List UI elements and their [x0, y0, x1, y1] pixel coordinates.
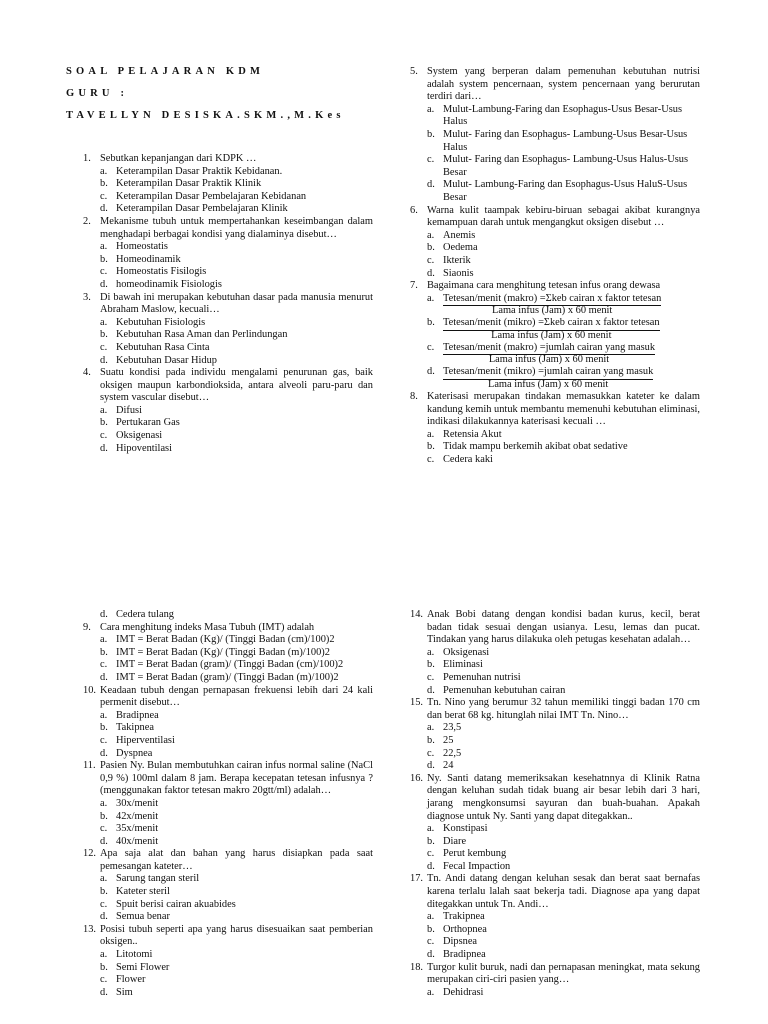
answer-option	[83, 417, 373, 430]
option-text: Homeostatis	[116, 241, 168, 253]
teacher-label: GURU :	[66, 88, 129, 99]
option-text: 24	[443, 760, 454, 772]
question-11	[83, 760, 373, 798]
option-text: Kebutuhan Fisiologis	[116, 316, 206, 328]
option-text: Semi Flower	[116, 961, 170, 973]
option-letter: b.	[100, 886, 108, 898]
option-letter: b.	[427, 441, 435, 453]
option-letter: b.	[100, 646, 108, 658]
option-letter: b.	[427, 923, 435, 935]
answer-option	[410, 129, 700, 154]
option-text: Oksigenasi	[443, 646, 490, 658]
answer-option	[410, 154, 700, 179]
formula-denominator: Lama infus (Jam) x 60 menit	[488, 354, 610, 366]
answer-option	[410, 230, 700, 243]
option-letter: c.	[100, 430, 108, 442]
question-number: 4.	[83, 367, 91, 379]
option-text: 35x/menit	[116, 823, 159, 835]
option-letter: b.	[427, 317, 435, 329]
option-letter: d.	[427, 366, 435, 378]
question-number: 15.	[410, 697, 423, 709]
answer-option	[410, 429, 700, 442]
answer-option	[83, 317, 373, 330]
option-text: Fecal Impaction	[443, 860, 511, 872]
answer-option	[410, 735, 700, 748]
answer-option	[410, 924, 700, 937]
option-letter: b.	[427, 659, 435, 671]
option-text: Eliminasi	[443, 659, 483, 671]
option-text: Keterampilan Dasar Pembelajaran Kebidanan	[116, 190, 307, 202]
question-text: Keadaan tubuh dengan pernapasan frekuensi lebih dari 24 kali permenit disebut…	[100, 684, 373, 709]
question-text: Mekanisme tubuh untuk mempertahankan keseimbangan dalam menghadapi berbagai kondisi yang dialaminya disebut…	[100, 215, 373, 240]
formula	[443, 293, 661, 318]
question-number: 8.	[410, 391, 418, 403]
question-14	[410, 609, 700, 647]
page-one-right-column	[410, 66, 700, 467]
answer-option-formula	[410, 317, 700, 342]
answer-option	[410, 748, 700, 761]
option-letter: c.	[427, 848, 435, 860]
answer-option	[410, 987, 700, 1000]
answer-option	[410, 104, 700, 129]
question-text: Apa saja alat dan bahan yang harus disiapkan pada saat pemesangan kateter…	[100, 848, 373, 872]
option-letter: c.	[427, 154, 435, 166]
question-text: Cara menghitung indeks Masa Tubuh (IMT) adalah	[100, 621, 315, 633]
question-1	[83, 153, 373, 166]
option-letter: a.	[100, 797, 108, 809]
option-letter: c.	[100, 734, 108, 746]
answer-option	[410, 179, 700, 204]
question-number: 2.	[83, 215, 91, 227]
option-text: Litotomi	[116, 949, 153, 961]
formula	[443, 342, 655, 367]
option-text: Dehidrasi	[443, 986, 484, 998]
option-text: Dyspnea	[116, 747, 153, 759]
option-text: Spuit berisi cairan akuabides	[116, 898, 236, 910]
option-text: Perut kembung	[443, 848, 507, 860]
answer-option	[83, 659, 373, 672]
option-letter: d.	[100, 747, 108, 759]
option-text: Pertukaran Gas	[116, 417, 180, 429]
formula-denominator: Lama infus (Jam) x 60 menit	[487, 379, 609, 391]
answer-option	[83, 798, 373, 811]
option-letter: a.	[427, 229, 435, 241]
option-letter: a.	[100, 709, 108, 721]
option-letter: b.	[100, 253, 108, 265]
answer-option	[83, 166, 373, 179]
option-text: Anemis	[443, 229, 476, 241]
option-text: Difusi	[116, 404, 142, 416]
option-text: 42x/menit	[116, 810, 159, 822]
answer-option	[410, 242, 700, 255]
option-letter: a.	[100, 873, 108, 885]
answer-option	[410, 848, 700, 861]
option-text: Konstipasi	[443, 823, 488, 835]
question-number: 17.	[410, 873, 423, 885]
option-text: Keterampilan Dasar Praktik Kebidanan.	[116, 165, 283, 177]
option-text: Mulut-Lambung-Faring dan Esophagus-Usus Besar-Usus Halus	[443, 103, 683, 128]
option-text: Tidak mampu berkemih akibat obat sedative	[443, 441, 628, 453]
option-text: Sarung tangan steril	[116, 873, 200, 885]
option-letter: d.	[427, 760, 435, 772]
answer-option	[410, 268, 700, 281]
answer-option	[410, 861, 700, 874]
question-number: 16.	[410, 772, 423, 784]
option-text: Sim	[116, 986, 133, 998]
answer-option	[410, 836, 700, 849]
answer-option	[83, 974, 373, 987]
option-letter: b.	[100, 961, 108, 973]
option-text: Cedera tulang	[116, 609, 174, 620]
question-text: Sebutkan kepanjangan dari KDPK …	[100, 153, 257, 164]
option-letter: d.	[100, 986, 108, 998]
question-text: Ny. Santi datang memeriksakan kesehatnnya di Klinik Ratna dengan keluhan sudah tidak buang air besar lebih dari 3 hari, jarang mengkonsumsi sayuran dan buah-buahan. Apakah diagnose untuk Ny. Santi yang dapat ditegakkan..	[427, 772, 700, 822]
answer-option	[83, 811, 373, 824]
option-letter: c.	[427, 454, 435, 466]
question-18	[410, 962, 700, 987]
question-5	[410, 66, 700, 104]
option-letter: a.	[100, 404, 108, 416]
question-13	[83, 924, 373, 949]
formula-numerator: Tetesan/menit (makro) =jumlah cairan yang masuk	[443, 342, 655, 356]
option-letter: a.	[100, 949, 108, 961]
option-letter: d.	[100, 609, 108, 620]
answer-option	[410, 760, 700, 773]
answer-option	[410, 454, 700, 467]
answer-option	[83, 735, 373, 748]
option-text: Homeostatis Fisilogis	[116, 266, 207, 278]
option-text: Keterampilan Dasar Praktik Klinik	[116, 178, 262, 190]
option-letter: a.	[427, 428, 435, 440]
option-letter: b.	[427, 128, 435, 140]
question-text: Turgor kulit buruk, nadi dan pernapasan meningkat, mata sekung merupakan ciri-ciri pasien yang…	[427, 961, 700, 986]
option-text: Semua benar	[116, 911, 170, 923]
option-text: Mulut- Lambung-Faring dan Esophagus-Usus HaluS-Usus Besar	[443, 179, 688, 203]
option-letter: d.	[100, 911, 108, 923]
option-letter: d.	[100, 354, 108, 366]
option-letter: b.	[427, 734, 435, 746]
option-letter: c.	[427, 254, 435, 266]
option-text: 23,5	[443, 722, 462, 734]
option-text: IMT = Berat Badan (gram)/ (Tinggi Badan (m)/100)2	[116, 671, 339, 683]
option-text: Homeodinamik	[116, 253, 181, 265]
option-text: 30x/menit	[116, 797, 159, 809]
answer-option	[410, 936, 700, 949]
option-text: Mulut- Faring dan Esophagus- Lambung-Usus Besar-Usus Halus	[443, 128, 688, 153]
answer-option	[83, 823, 373, 836]
option-letter: c.	[100, 341, 108, 353]
option-text: Keterampilan Dasar Pembelajaran Klinik	[116, 203, 288, 215]
option-letter: d.	[100, 278, 108, 290]
answer-option	[410, 911, 700, 924]
answer-option	[83, 266, 373, 279]
option-text: IMT = Berat Badan (gram)/ (Tinggi Badan (cm)/100)2	[116, 659, 344, 671]
answer-option	[83, 355, 373, 368]
option-letter: c.	[427, 936, 435, 948]
carried-option	[83, 609, 373, 622]
option-letter: d.	[427, 860, 435, 872]
doc-title: SOAL PELAJARAN KDM	[66, 66, 265, 77]
question-text: Katerisasi merupakan tindakan memasukkan kateter ke dalam kandung kemih untuk membantu memenuhi kebutuhan eliminasi, indikasi dilakukannya katerisasi kecuali …	[427, 391, 700, 428]
answer-option	[410, 685, 700, 698]
option-text: Cedera kaki	[443, 454, 493, 466]
answer-option	[410, 647, 700, 660]
answer-option	[83, 886, 373, 899]
answer-option	[83, 342, 373, 355]
formula	[443, 317, 660, 342]
question-number: 10.	[83, 684, 96, 696]
answer-option	[83, 710, 373, 723]
option-letter: d.	[100, 671, 108, 683]
answer-option	[83, 987, 373, 1000]
page-one-left-column	[83, 153, 373, 455]
answer-option-formula	[410, 293, 700, 318]
answer-option	[83, 911, 373, 924]
answer-option	[410, 255, 700, 268]
question-15	[410, 697, 700, 722]
question-number: 11.	[83, 760, 96, 772]
question-number: 12.	[83, 848, 96, 860]
question-text: Bagaimana cara menghitung tetesan infus orang dewasa	[427, 280, 661, 292]
question-number: 7.	[410, 280, 418, 292]
question-6	[410, 205, 700, 230]
answer-option	[410, 949, 700, 962]
answer-option	[410, 722, 700, 735]
question-number: 1.	[83, 153, 91, 164]
option-text: Hiperventilasi	[116, 734, 175, 746]
answer-option	[83, 949, 373, 962]
question-text: Di bawah ini merupakan kebutuhan dasar pada manusia menurut Abraham Maslow, kecuali…	[100, 291, 373, 316]
answer-option-formula	[410, 342, 700, 367]
question-number: 6.	[410, 204, 418, 216]
option-letter: c.	[100, 974, 108, 986]
answer-option-formula	[410, 366, 700, 391]
option-letter: a.	[427, 911, 435, 923]
option-letter: a.	[100, 634, 108, 646]
option-letter: c.	[100, 898, 108, 910]
answer-option	[410, 441, 700, 454]
option-letter: c.	[100, 266, 108, 278]
formula-denominator: Lama infus (Jam) x 60 menit	[491, 305, 613, 317]
formula-numerator: Tetesan/menit (mikro) =Σkeb cairan x faktor tetesan	[443, 317, 660, 331]
option-letter: d.	[427, 267, 435, 279]
option-letter: c.	[427, 341, 435, 353]
question-number: 18.	[410, 961, 423, 973]
option-letter: d.	[427, 179, 435, 191]
option-text: Takipnea	[116, 722, 154, 734]
question-text: Tn. Andi datang dengan keluhan sesak dan berat saat bernafas karena terlalu lalah saat bekerja tadi. Diagnose apa yang dapat ditegakkan untuk Tn. Andi…	[427, 873, 700, 910]
page-two-left-column	[83, 609, 373, 999]
option-text: Hipoventilasi	[116, 442, 172, 454]
formula	[443, 366, 653, 391]
formula-denominator: Lama infus (Jam) x 60 menit	[491, 329, 612, 341]
option-letter: b.	[100, 329, 108, 341]
option-letter: b.	[100, 722, 108, 734]
option-text: Trakipnea	[443, 911, 485, 923]
option-letter: a.	[100, 316, 108, 328]
option-text: Retensia Akut	[443, 428, 502, 440]
option-text: Mulut- Faring dan Esophagus- Lambung-Usus Halus-Usus Besar	[443, 154, 689, 178]
formula-numerator: Tetesan/menit (makro) =Σkeb cairan x faktor tetesan	[443, 293, 661, 307]
answer-option	[83, 241, 373, 254]
question-3	[83, 292, 373, 317]
option-text: Pemenuhan nutrisi	[443, 671, 521, 683]
question-text: Posisi tubuh seperti apa yang harus disesuaikan saat pemberian oksigen..	[100, 923, 373, 948]
option-letter: b.	[100, 417, 108, 429]
option-letter: c.	[100, 659, 108, 671]
option-text: Oedema	[443, 242, 478, 254]
page-two-right-column	[410, 609, 700, 999]
option-letter: c.	[427, 671, 435, 683]
question-text: Suatu kondisi pada individu mengalami penurunan gas, baik oksigen maupun karbondioksida, antara alveoli paru-paru dan system vascular disebut…	[100, 367, 373, 404]
question-9	[83, 622, 373, 635]
option-letter: b.	[427, 835, 435, 847]
question-4	[83, 367, 373, 405]
option-letter: a.	[427, 646, 435, 658]
option-letter: d.	[100, 835, 108, 847]
option-text: Flower	[116, 974, 146, 986]
option-text: Kateter steril	[116, 886, 170, 898]
answer-option	[83, 191, 373, 204]
option-letter: a.	[100, 165, 108, 177]
question-text: Tn. Nino yang berumur 32 tahun memiliki tinggi badan 170 cm dan berat 68 kg. hitunglah nilai IMT Tn. Nino…	[427, 697, 700, 721]
question-text: System yang berperan dalam pemenuhan kebutuhan nutrisi adalah system pencernaan, system pencernaan yang berurutan terdiri dari…	[427, 66, 700, 103]
question-8	[410, 391, 700, 429]
option-letter: a.	[427, 823, 435, 835]
option-text: IMT = Berat Badan (Kg)/ (Tinggi Badan (m)/100)2	[116, 646, 330, 658]
question-17	[410, 873, 700, 911]
answer-option	[83, 634, 373, 647]
option-letter: c.	[427, 747, 435, 759]
question-number: 9.	[83, 621, 91, 633]
option-text: Ikterik	[443, 254, 471, 266]
page-two	[0, 512, 768, 1024]
option-text: Orthopnea	[443, 923, 487, 935]
answer-option	[83, 748, 373, 761]
answer-option	[83, 203, 373, 216]
question-number: 13.	[83, 923, 96, 935]
answer-option	[83, 836, 373, 849]
option-text: Kebutuhan Rasa Cinta	[116, 341, 210, 353]
answer-option	[83, 873, 373, 886]
option-text: Diare	[443, 835, 467, 847]
option-text: Dipsnea	[443, 936, 478, 948]
option-letter: d.	[427, 949, 435, 961]
answer-option	[83, 722, 373, 735]
answer-option	[83, 962, 373, 975]
question-16	[410, 773, 700, 823]
question-7	[410, 280, 700, 293]
option-text: Pemenuhan kebutuhan cairan	[443, 684, 566, 696]
answer-option	[83, 178, 373, 191]
answer-option	[83, 443, 373, 456]
question-2	[83, 216, 373, 241]
option-letter: a.	[427, 292, 435, 304]
answer-option	[83, 329, 373, 342]
option-text: Bradipnea	[443, 949, 486, 961]
option-letter: a.	[427, 103, 435, 115]
option-letter: b.	[100, 178, 108, 190]
option-text: Kebutuhan Dasar Hidup	[116, 354, 217, 366]
answer-option	[83, 899, 373, 912]
answer-option	[83, 430, 373, 443]
option-letter: d.	[100, 442, 108, 454]
answer-option	[83, 647, 373, 660]
option-text: 25	[443, 734, 454, 746]
option-text: Kebutuhan Rasa Aman dan Perlindungan	[116, 329, 288, 341]
option-letter: a.	[427, 986, 435, 998]
option-text: Bradipnea	[116, 709, 159, 721]
option-letter: b.	[100, 810, 108, 822]
option-letter: d.	[100, 203, 108, 215]
option-letter: a.	[100, 241, 108, 253]
answer-option	[83, 672, 373, 685]
option-text: 22,5	[443, 747, 462, 759]
option-text: homeodinamik Fisiologis	[116, 278, 222, 290]
option-letter: b.	[427, 242, 435, 254]
answer-option	[410, 823, 700, 836]
teacher-name: TAVELLYN DESISKA.SKM.,M.Kes	[66, 110, 345, 121]
option-letter: a.	[427, 722, 435, 734]
formula-numerator: Tetesan/menit (mikro) =jumlah cairan yang masuk	[443, 366, 653, 380]
answer-option	[83, 279, 373, 292]
answer-option	[410, 659, 700, 672]
option-text: 40x/menit	[116, 835, 159, 847]
option-letter: d.	[427, 684, 435, 696]
answer-option	[83, 405, 373, 418]
question-text: Warna kulit taampak kebiru-biruan sebagai akibat kurangnya kemampuan darah untuk mengangkut oksigen disebut …	[427, 204, 700, 229]
question-number: 3.	[83, 291, 91, 303]
option-letter: c.	[100, 190, 108, 202]
question-10	[83, 685, 373, 710]
question-12	[83, 848, 373, 873]
question-number: 14.	[410, 609, 423, 620]
option-letter: c.	[100, 823, 108, 835]
question-number: 5.	[410, 66, 418, 77]
question-text: Anak Bobi datang dengan kondisi badan kurus, kecil, berat badan tidak sesuai dengan usianya. Lesu, lemas dan pucat. Tindakan yang harus dilakuka oleh petugas kesehatan adalah…	[427, 609, 700, 646]
answer-option	[83, 254, 373, 267]
question-text: Pasien Ny. Bulan membutuhkan cairan infus normal saline (NaCl 0,9 %) 100ml dalam 8 jam. Berapa kecepatan tetesan infusnya ? (menggunakan faktor tetesan makro 20gtt/ml) adalah…	[100, 760, 373, 797]
option-text: Oksigenasi	[116, 430, 163, 442]
option-text: IMT = Berat Badan (Kg)/ (Tinggi Badan (cm)/100)2	[116, 634, 335, 646]
answer-option	[410, 672, 700, 685]
option-text: Siaonis	[443, 267, 474, 279]
